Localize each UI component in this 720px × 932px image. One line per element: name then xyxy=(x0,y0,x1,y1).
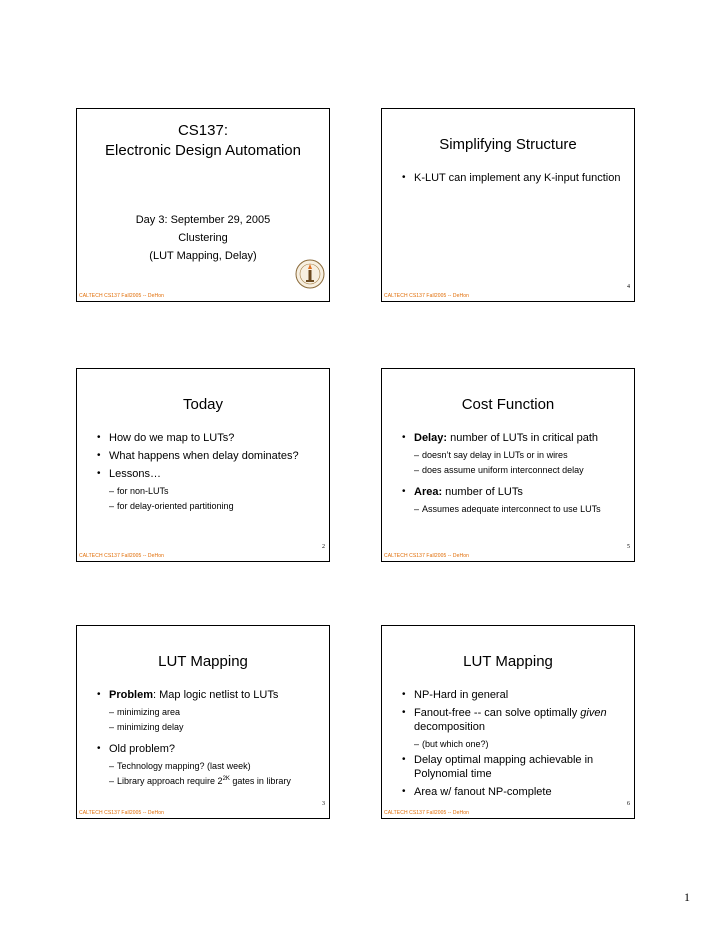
slide-page-number: 3 xyxy=(322,801,325,807)
slide-page-number: 4 xyxy=(627,284,630,290)
sub-bullet: – Technology mapping? (last week) xyxy=(97,760,319,772)
bullet: • Old problem? xyxy=(97,742,319,756)
slide-title: LUT Mapping xyxy=(463,653,553,670)
bullet: • Area: number of LUTs xyxy=(402,485,624,499)
bullet-list xyxy=(402,171,624,189)
slide-footer: CALTECH CS137 Fall2005 -- DeHon xyxy=(384,553,469,559)
slide-title: LUT Mapping xyxy=(158,653,248,670)
slide-1 xyxy=(76,108,330,302)
bullet: • Lessons… xyxy=(97,467,319,481)
slide-footer: CALTECH CS137 Fall2005 -- DeHon xyxy=(79,293,164,299)
sub-bullet: – minimizing delay xyxy=(97,721,319,733)
slide-3 xyxy=(76,625,330,819)
sub-bullet: – doesn’t say delay in LUTs or in wires xyxy=(402,449,624,461)
caltech-seal-icon xyxy=(295,259,325,289)
sub-bullet: – (but which one?) xyxy=(402,738,624,750)
bullet: • Delay optimal mapping achievable in Polynomial time xyxy=(402,753,624,781)
slide-5 xyxy=(381,368,635,562)
bullet: • Fanout-free -- can solve optimally given decomposition xyxy=(402,706,624,734)
sub-bullet: – for non-LUTs xyxy=(97,485,319,497)
bullet: • K-LUT can implement any K-input function xyxy=(402,171,624,185)
slide-footer: CALTECH CS137 Fall2005 -- DeHon xyxy=(384,810,469,816)
slide-page-number: 5 xyxy=(627,544,630,550)
slide-footer: CALTECH CS137 Fall2005 -- DeHon xyxy=(79,553,164,559)
bullet: • How do we map to LUTs? xyxy=(97,431,319,445)
bullet-list xyxy=(402,688,624,803)
slide-2 xyxy=(76,368,330,562)
slide-page-number: 2 xyxy=(322,544,325,550)
bullet: • Problem: Map logic netlist to LUTs xyxy=(97,688,319,702)
slide-page-number: 6 xyxy=(627,801,630,807)
page-number: 1 xyxy=(684,890,690,904)
sub-bullet: – Assumes adequate interconnect to use LUTs xyxy=(402,503,624,515)
slide-footer: CALTECH CS137 Fall2005 -- DeHon xyxy=(79,810,164,816)
bullet: • Delay: number of LUTs in critical path xyxy=(402,431,624,445)
subtopic-line: (LUT Mapping, Delay) xyxy=(149,250,257,262)
slide-footer: CALTECH CS137 Fall2005 -- DeHon xyxy=(384,293,469,299)
slide-6 xyxy=(381,625,635,819)
sub-bullet: – Library approach require $2^{2K}$ gates in library xyxy=(97,775,319,787)
slide-title: Today xyxy=(182,396,224,413)
slide-title: Simplifying Structure xyxy=(439,136,577,153)
sub-bullet: – for delay-oriented partitioning xyxy=(97,500,319,512)
bullet-list xyxy=(97,688,319,790)
bullet-list xyxy=(97,431,319,515)
slide-title: CS137: Electronic Design Automation xyxy=(105,122,301,159)
slide-title: Cost Function xyxy=(461,396,555,413)
bullet: • Area w/ fanout NP-complete xyxy=(402,785,624,799)
sub-bullet: – does assume uniform interconnect delay xyxy=(402,464,624,476)
bullet: • What happens when delay dominates? xyxy=(97,449,319,463)
bullet-list xyxy=(402,431,624,518)
date-line: Day 3: September 29, 2005 xyxy=(135,214,271,226)
slide-4 xyxy=(381,108,635,302)
sub-bullet: – minimizing area xyxy=(97,706,319,718)
bullet: • NP-Hard in general xyxy=(402,688,624,702)
topic-line: Clustering xyxy=(178,232,228,244)
